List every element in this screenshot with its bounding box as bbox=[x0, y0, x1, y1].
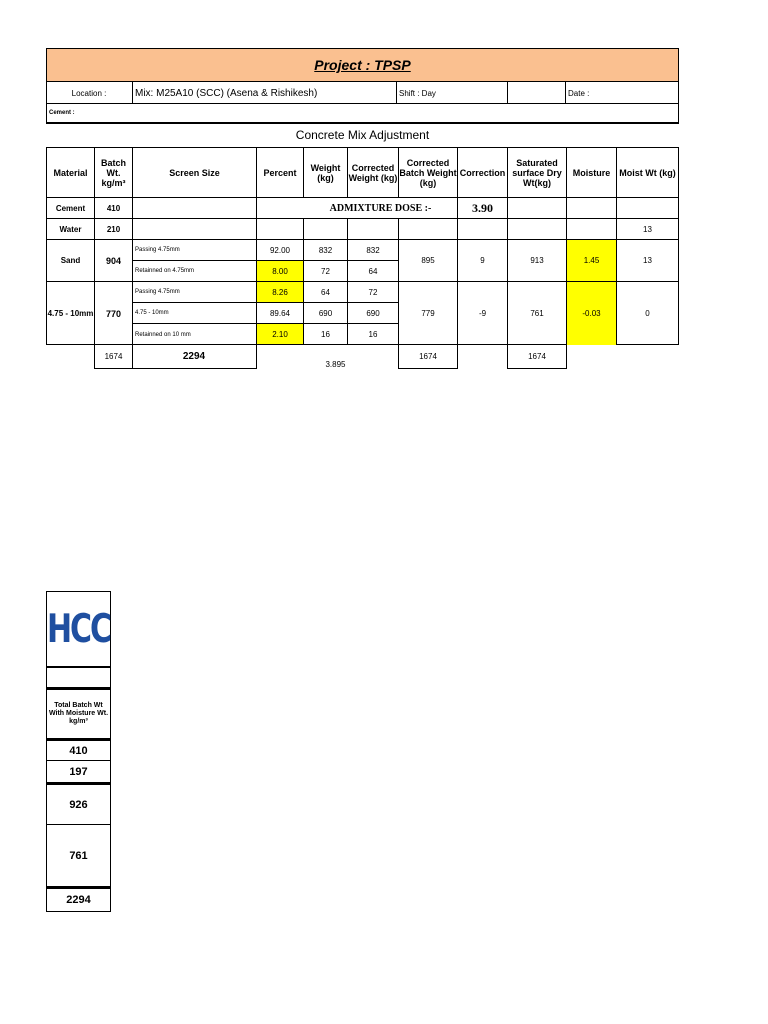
sand-weight-1: 832 bbox=[318, 245, 333, 255]
sand-ssd: 913 bbox=[530, 256, 544, 265]
agg-percent-3: 2.10 bbox=[272, 329, 288, 339]
water-batch: 210 bbox=[106, 224, 121, 234]
agg-moisture: -0.03 bbox=[582, 309, 601, 318]
mix-designation: Mix: M25A10 (SCC) (Asena & Rishikesh) bbox=[135, 87, 318, 99]
sand-moist-wt: 13 bbox=[643, 256, 652, 265]
project-title: Project : TPSP bbox=[314, 57, 411, 73]
agg-screen-3: Retainned on 10 mm bbox=[135, 331, 191, 338]
sand-corrected-batch: 895 bbox=[421, 256, 435, 265]
total-batch: 1674 bbox=[104, 352, 123, 361]
cement-label: Cement : bbox=[49, 110, 75, 116]
total-batch-moisture-label: Total Batch Wt With Moisture Wt. kg/m³ bbox=[48, 702, 109, 725]
col-percent: Percent bbox=[263, 167, 297, 178]
col-correction: Correction bbox=[459, 167, 506, 178]
agg-corrected-1: 72 bbox=[368, 287, 378, 297]
col-moisture: Moisture bbox=[572, 167, 611, 178]
sand-correction: 9 bbox=[480, 256, 485, 265]
agg-screen-1: Passing 4.75mm bbox=[135, 289, 180, 295]
sand-screen-1: Passing 4.75mm bbox=[135, 247, 180, 253]
col-screen-size: Screen Size bbox=[169, 167, 220, 178]
hcc-logo-box bbox=[46, 591, 111, 668]
total-screen: 2294 bbox=[182, 351, 206, 362]
water-material: Water bbox=[59, 224, 82, 234]
col-ssd-weight: Saturated surface Dry Wt(kg) bbox=[512, 157, 562, 188]
sand-corrected-2: 64 bbox=[368, 266, 378, 276]
sand-material: Sand bbox=[60, 256, 81, 265]
agg-correction: -9 bbox=[478, 309, 487, 318]
side-value-aggregate: 761 bbox=[69, 849, 88, 862]
date-label: Date : bbox=[568, 88, 590, 98]
sand-weight-2: 72 bbox=[321, 266, 330, 276]
water-moist-wt: 13 bbox=[643, 224, 652, 234]
side-value-water: 197 bbox=[69, 765, 88, 778]
agg-screen-2: 4.75 - 10mm bbox=[135, 310, 169, 316]
project-title-bar bbox=[46, 48, 679, 82]
cement-batch: 410 bbox=[106, 203, 121, 213]
col-moist-wt: Moist Wt (kg) bbox=[619, 167, 676, 178]
col-weight: Weight (kg) bbox=[310, 162, 341, 183]
side-value-sand: 926 bbox=[69, 798, 88, 811]
agg-material: 4.75 - 10mm bbox=[47, 309, 94, 318]
total-percent: 3.895 bbox=[325, 359, 346, 369]
cement-material: Cement bbox=[55, 203, 86, 213]
sand-percent-1: 92.00 bbox=[269, 245, 291, 255]
side-value-total: 2294 bbox=[66, 894, 91, 906]
cement-info-row bbox=[46, 104, 679, 124]
agg-batch: 770 bbox=[105, 308, 122, 319]
hcc-logo: HCC bbox=[46, 606, 111, 652]
location-label: Location : bbox=[71, 88, 107, 98]
agg-ssd: 761 bbox=[530, 309, 544, 318]
shift-label: Shift : Day bbox=[399, 88, 436, 98]
section-title: Concrete Mix Adjustment bbox=[295, 128, 430, 142]
agg-corrected-2: 690 bbox=[366, 308, 380, 318]
total-ssd: 1674 bbox=[528, 352, 546, 361]
agg-corrected-3: 16 bbox=[368, 330, 378, 339]
side-value-cement: 410 bbox=[69, 744, 88, 757]
sand-batch: 904 bbox=[105, 255, 122, 266]
sand-moisture: 1.45 bbox=[583, 256, 600, 265]
agg-corrected-batch: 779 bbox=[421, 309, 435, 318]
admixture-dose-label: ADMIXTURE DOSE :- bbox=[329, 202, 432, 214]
sand-corrected-1: 832 bbox=[366, 245, 380, 255]
col-corrected-batch-weight: Corrected Batch Weight (kg) bbox=[399, 157, 457, 188]
col-material: Material bbox=[53, 167, 88, 178]
total-corrected-batch: 1674 bbox=[419, 352, 437, 361]
agg-weight-1: 64 bbox=[321, 287, 330, 297]
admixture-dose-value: 3.90 bbox=[472, 200, 493, 215]
col-corrected-weight: Corrected Weight (kg) bbox=[348, 162, 398, 183]
sand-percent-2: 8.00 bbox=[272, 266, 288, 276]
agg-percent-2: 89.64 bbox=[269, 308, 291, 318]
col-batch-wt: Batch Wt. kg/m³ bbox=[100, 157, 126, 188]
agg-weight-3: 16 bbox=[321, 330, 330, 339]
agg-moist-wt: 0 bbox=[645, 309, 650, 318]
sand-screen-2: Retainned on 4.75mm bbox=[135, 268, 195, 274]
agg-percent-1: 8.26 bbox=[272, 287, 288, 297]
agg-weight-2: 690 bbox=[318, 308, 333, 318]
